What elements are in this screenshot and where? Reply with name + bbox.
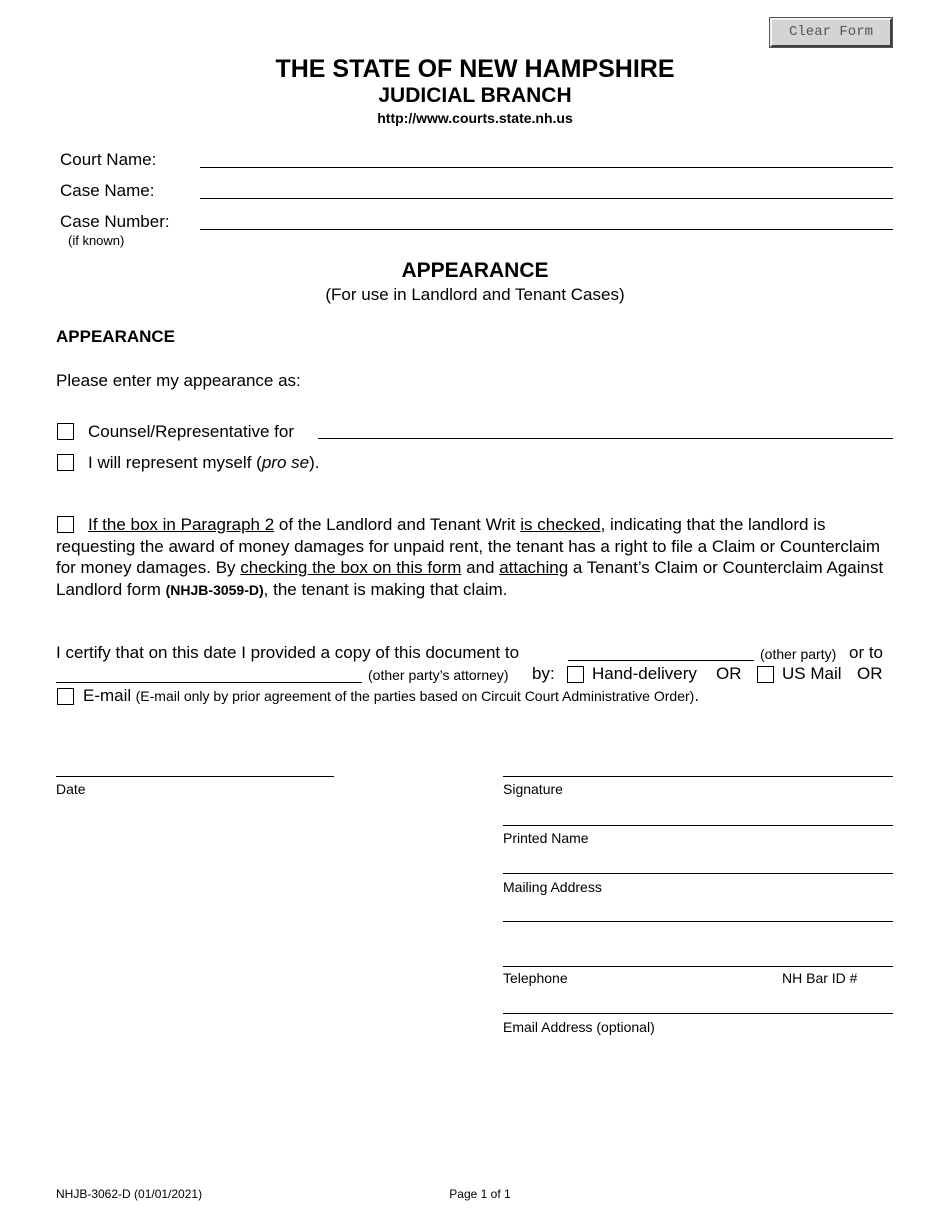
if-known-note: (if known) — [68, 233, 125, 248]
other-party-field[interactable] — [568, 660, 754, 661]
form-subtitle: (For use in Landlord and Tenant Cases) — [325, 285, 625, 304]
state-title: THE STATE OF NEW HAMPSHIRE — [275, 55, 675, 83]
telephone-label: Telephone — [503, 970, 568, 986]
printed-name-label: Printed Name — [503, 830, 589, 846]
us-mail-checkbox[interactable] — [757, 666, 774, 683]
date-label: Date — [56, 781, 86, 797]
attorney-field[interactable] — [56, 682, 362, 683]
us-mail-label: US Mail — [782, 664, 842, 683]
telephone-field[interactable] — [503, 966, 893, 967]
signature-label: Signature — [503, 781, 563, 797]
other-party-note: (other party) — [760, 646, 837, 662]
or-to-text: or to — [849, 643, 884, 662]
counsel-checkbox[interactable] — [57, 423, 74, 440]
email-option: E-mail (E-mail only by prior agreement of the parties based on Circuit Court Administrative Order). — [83, 686, 700, 705]
attorney-note: (other party’s attorney) — [368, 667, 509, 683]
section-heading: APPEARANCE — [56, 327, 176, 346]
signature-field[interactable] — [503, 776, 893, 777]
date-field[interactable] — [56, 776, 334, 777]
email-checkbox[interactable] — [57, 688, 74, 705]
hand-delivery-label: Hand-delivery — [592, 664, 697, 683]
clear-form-button[interactable]: Clear Form — [770, 18, 892, 47]
case-name-label: Case Name: — [60, 181, 155, 200]
court-name-field[interactable] — [200, 167, 893, 168]
hand-delivery-checkbox[interactable] — [567, 666, 584, 683]
or-text-2: OR — [857, 664, 883, 683]
or-text-1: OR — [716, 664, 742, 683]
by-text: by: — [532, 664, 555, 683]
case-number-field[interactable] — [200, 229, 893, 230]
court-url: http://www.courts.state.nh.us — [377, 110, 573, 126]
counsel-label: Counsel/Representative for — [88, 422, 295, 441]
email-address-label: Email Address (optional) — [503, 1019, 655, 1035]
court-name-label: Court Name: — [60, 150, 157, 169]
case-name-field[interactable] — [200, 198, 893, 199]
claim-paragraph: If the box in Paragraph 2 of the Landlord and Tenant Writ is checked, indicating that the landlord is requesting the award of money damages for unpaid rent, the tenant has a right to file a Claim or Counterclaim for money damages. By checking the box on this form and attaching a Tenant’s Claim or Counterclaim Against Landlord form (NHJB-3059-D), the tenant is making that claim. — [56, 515, 884, 599]
pro-se-label: I will represent myself (pro se). — [88, 453, 320, 472]
appearance-intro: Please enter my appearance as: — [56, 371, 301, 390]
bar-id-label: NH Bar ID # — [782, 970, 858, 986]
pro-se-checkbox[interactable] — [57, 454, 74, 471]
case-number-label: Case Number: — [60, 212, 170, 231]
mailing-address-field-2[interactable] — [503, 921, 893, 922]
branch-title: JUDICIAL BRANCH — [378, 84, 572, 107]
mailing-address-label: Mailing Address — [503, 879, 602, 895]
counsel-for-field[interactable] — [318, 438, 893, 439]
form-id: NHJB-3062-D (01/01/2021) — [56, 1187, 203, 1201]
page-number: Page 1 of 1 — [449, 1187, 511, 1201]
form-title: APPEARANCE — [401, 259, 549, 282]
certify-text: I certify that on this date I provided a copy of this document to — [56, 643, 520, 662]
mailing-address-field[interactable] — [503, 873, 893, 874]
printed-name-field[interactable] — [503, 825, 893, 826]
email-address-field[interactable] — [503, 1013, 893, 1014]
